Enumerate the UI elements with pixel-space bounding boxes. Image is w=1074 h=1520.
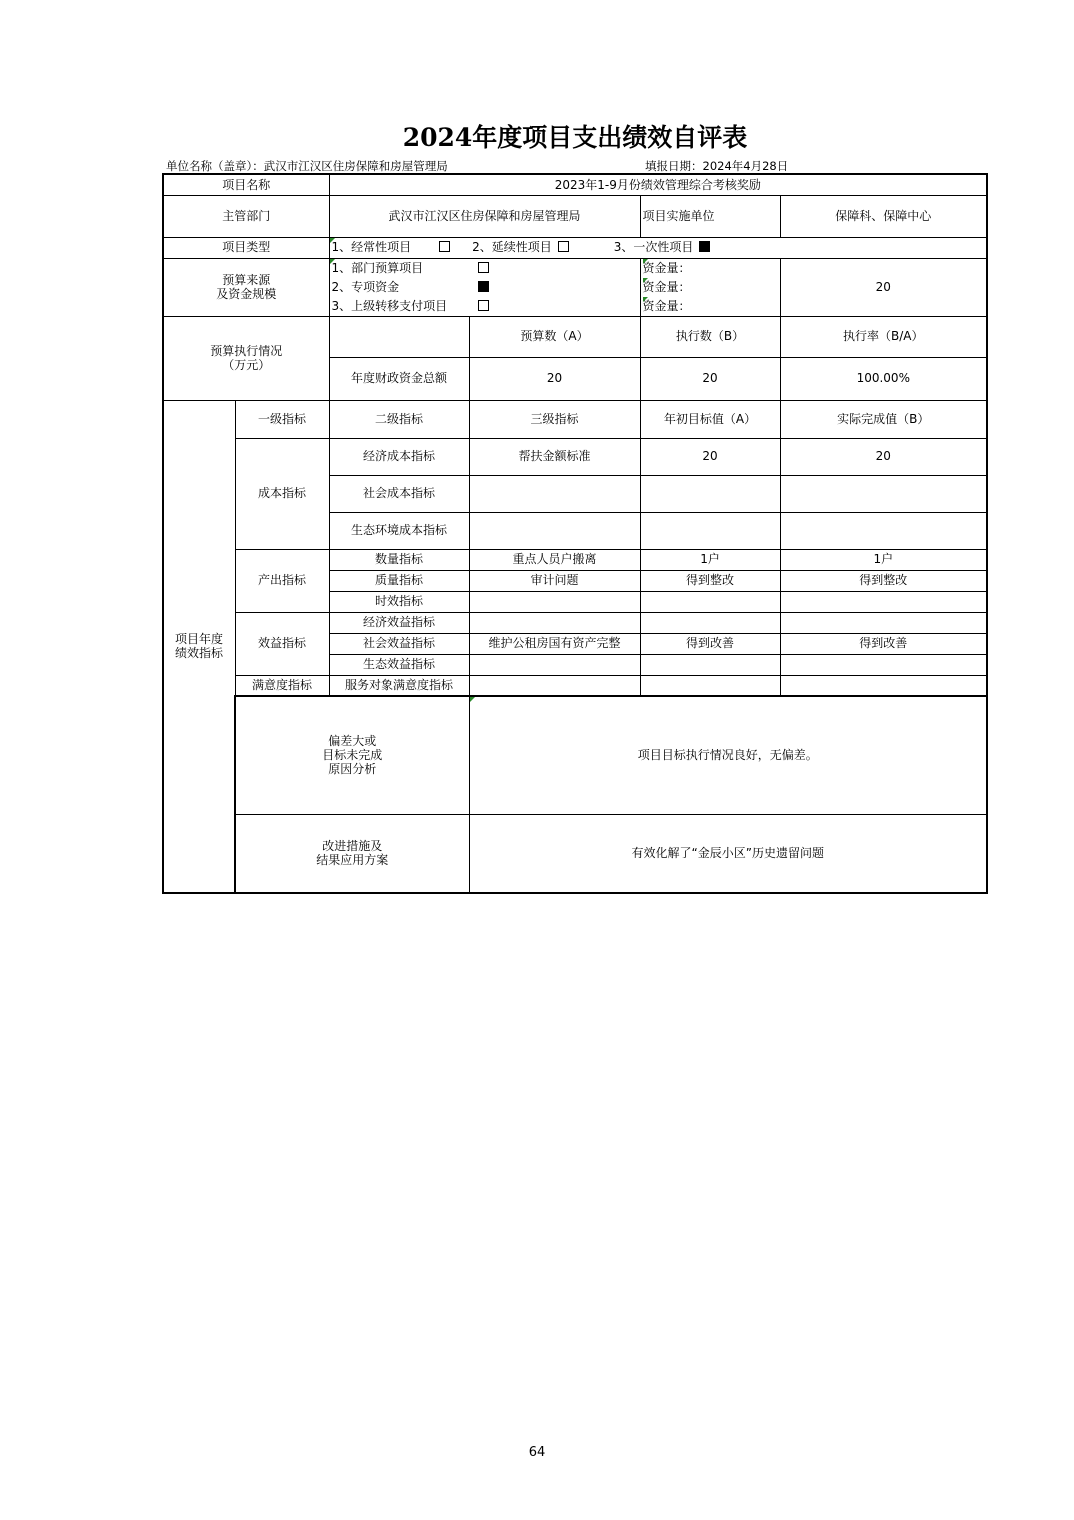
project-name-row — [163, 174, 987, 195]
header-level2: 二级指标 — [329, 400, 469, 438]
budget-exec-label-line2: （万元） — [222, 358, 271, 372]
benefit-l2: 生态效益指标 — [329, 654, 469, 675]
department-label: 主管部门 — [163, 195, 329, 237]
satisfaction-l3 — [469, 675, 640, 696]
source-option-special: 2、专项资金 — [331, 279, 400, 294]
deviation-label-line3: 原因分析 — [328, 762, 377, 777]
budget-source-label-line2: 及资金规模 — [216, 287, 277, 301]
fill-date: 填报日期：2024年4月28日 — [645, 159, 789, 173]
cost-l3 — [469, 475, 640, 512]
output-l3: 重点人员户搬离 — [469, 549, 640, 570]
fund-label-3: 资金量： — [642, 298, 691, 313]
budget-col-a: 预算数（A） — [469, 316, 640, 357]
output-actual — [780, 591, 987, 612]
budget-source-label-line1: 预算来源 — [222, 272, 271, 287]
benefit-actual: 得到改善 — [780, 633, 987, 654]
cost-l2: 生态环境成本指标 — [329, 512, 469, 549]
page-title: 2024年度项目支出绩效自评表 — [402, 123, 748, 152]
cost-l3: 帮扶金额标准 — [469, 438, 640, 475]
cost-actual — [780, 512, 987, 549]
satisfaction-target — [640, 675, 780, 696]
output-l3: 审计问题 — [469, 570, 640, 591]
cost-target — [640, 475, 780, 512]
cost-actual — [780, 475, 987, 512]
satisfaction-actual — [780, 675, 987, 696]
cost-actual: 20 — [780, 438, 987, 475]
benefit-target — [640, 612, 780, 633]
checkbox-empty-icon — [558, 241, 569, 252]
department-row — [163, 195, 987, 237]
output-indicator-label: 产出指标 — [235, 549, 329, 612]
type-option-continuing: 2、延续性项目 — [472, 240, 552, 255]
checkbox-filled-icon — [699, 241, 710, 252]
checkbox-empty-icon — [439, 241, 450, 252]
page-number: 64 — [528, 1445, 546, 1460]
source-option-transfer: 3、上级转移支付项目 — [331, 298, 448, 313]
indicator-group-label-line1: 项目年度 — [174, 631, 223, 646]
budget-col-rate: 执行率（B/A） — [780, 316, 987, 357]
fund-label-2: 资金量： — [642, 279, 691, 294]
improvement-label — [235, 814, 469, 893]
improvement-row — [163, 814, 987, 893]
type-option-one-time: 3、一次性项目 — [613, 240, 694, 255]
output-l3 — [469, 591, 640, 612]
checkbox-filled-icon — [478, 281, 489, 292]
project-type-row — [163, 237, 987, 258]
table-row — [163, 612, 987, 633]
benefit-actual — [780, 654, 987, 675]
budget-value-a: 20 — [469, 357, 640, 400]
output-actual: 得到整改 — [780, 570, 987, 591]
budget-source-row — [163, 258, 987, 316]
deviation-label-line1: 偏差大或 — [328, 733, 377, 748]
implementer-value: 保障科、保障中心 — [780, 195, 987, 237]
benefit-l3 — [469, 612, 640, 633]
table-row — [163, 675, 987, 696]
benefit-actual — [780, 612, 987, 633]
fund-amount-value: 20 — [780, 258, 987, 316]
output-l2: 质量指标 — [329, 570, 469, 591]
deviation-text: 项目目标执行情况良好，无偏差。 — [469, 696, 987, 814]
type-option-recurring: 1、经常性项目 — [331, 240, 412, 255]
source-option-dept: 1、部门预算项目 — [331, 260, 424, 275]
budget-source-label — [163, 258, 329, 316]
budget-col-b: 执行数（B） — [640, 316, 780, 357]
budget-header-blank — [329, 316, 469, 357]
project-name-label: 项目名称 — [163, 174, 329, 195]
improvement-label-line1: 改进措施及 — [322, 838, 383, 853]
output-target — [640, 591, 780, 612]
satisfaction-indicator-label: 满意度指标 — [235, 675, 329, 696]
output-target: 得到整改 — [640, 570, 780, 591]
performance-table — [162, 173, 988, 894]
benefit-l3 — [469, 654, 640, 675]
project-name-value: 2023年1-9月份绩效管理综合考核奖励 — [329, 174, 987, 195]
budget-exec-label — [163, 316, 329, 400]
budget-source-options — [329, 258, 640, 316]
output-l2: 数量指标 — [329, 549, 469, 570]
header-level3: 三级指标 — [469, 400, 640, 438]
cost-indicator-label: 成本指标 — [235, 438, 329, 549]
output-target: 1户 — [640, 549, 780, 570]
implementer-label: 项目实施单位 — [640, 195, 780, 237]
unit-name: 单位名称（盖章）：武汉市江汉区住房保障和房屋管理局 — [166, 159, 448, 173]
indicator-header-row — [163, 400, 987, 438]
header-level1: 一级指标 — [235, 400, 329, 438]
indicator-group-label-line2: 绩效指标 — [174, 646, 223, 661]
project-type-label: 项目类型 — [163, 237, 329, 258]
output-actual: 1户 — [780, 549, 987, 570]
improvement-text: 有效化解了“金辰小区”历史遗留问题 — [469, 814, 987, 893]
budget-row-label: 年度财政资金总额 — [329, 357, 469, 400]
cost-l3 — [469, 512, 640, 549]
benefit-target: 得到改善 — [640, 633, 780, 654]
budget-header-row — [163, 316, 987, 357]
checkbox-empty-icon — [478, 262, 489, 273]
budget-value-b: 20 — [640, 357, 780, 400]
benefit-indicator-label: 效益指标 — [235, 612, 329, 675]
output-l2: 时效指标 — [329, 591, 469, 612]
department-value: 武汉市江汉区住房保障和房屋管理局 — [329, 195, 640, 237]
budget-exec-label-line1: 预算执行情况 — [210, 343, 283, 358]
indicator-group-label — [163, 400, 235, 893]
benefit-l2: 社会效益指标 — [329, 633, 469, 654]
deviation-label — [235, 696, 469, 814]
header-target: 年初目标值（A） — [640, 400, 780, 438]
satisfaction-l2: 服务对象满意度指标 — [329, 675, 469, 696]
benefit-target — [640, 654, 780, 675]
cost-l2: 社会成本指标 — [329, 475, 469, 512]
project-type-options — [329, 237, 987, 258]
deviation-row — [163, 696, 987, 814]
fund-label-1: 资金量： — [642, 260, 691, 275]
cost-target — [640, 512, 780, 549]
checkbox-empty-icon — [478, 300, 489, 311]
header-actual: 实际完成值（B） — [780, 400, 987, 438]
table-row — [163, 549, 987, 570]
deviation-label-line2: 目标未完成 — [322, 748, 383, 763]
cost-target: 20 — [640, 438, 780, 475]
table-row — [163, 438, 987, 475]
improvement-label-line2: 结果应用方案 — [316, 853, 389, 868]
budget-value-rate: 100.00% — [780, 357, 987, 400]
cost-l2: 经济成本指标 — [329, 438, 469, 475]
fund-amount-labels — [640, 258, 780, 316]
benefit-l2: 经济效益指标 — [329, 612, 469, 633]
benefit-l3: 维护公租房国有资产完整 — [469, 633, 640, 654]
